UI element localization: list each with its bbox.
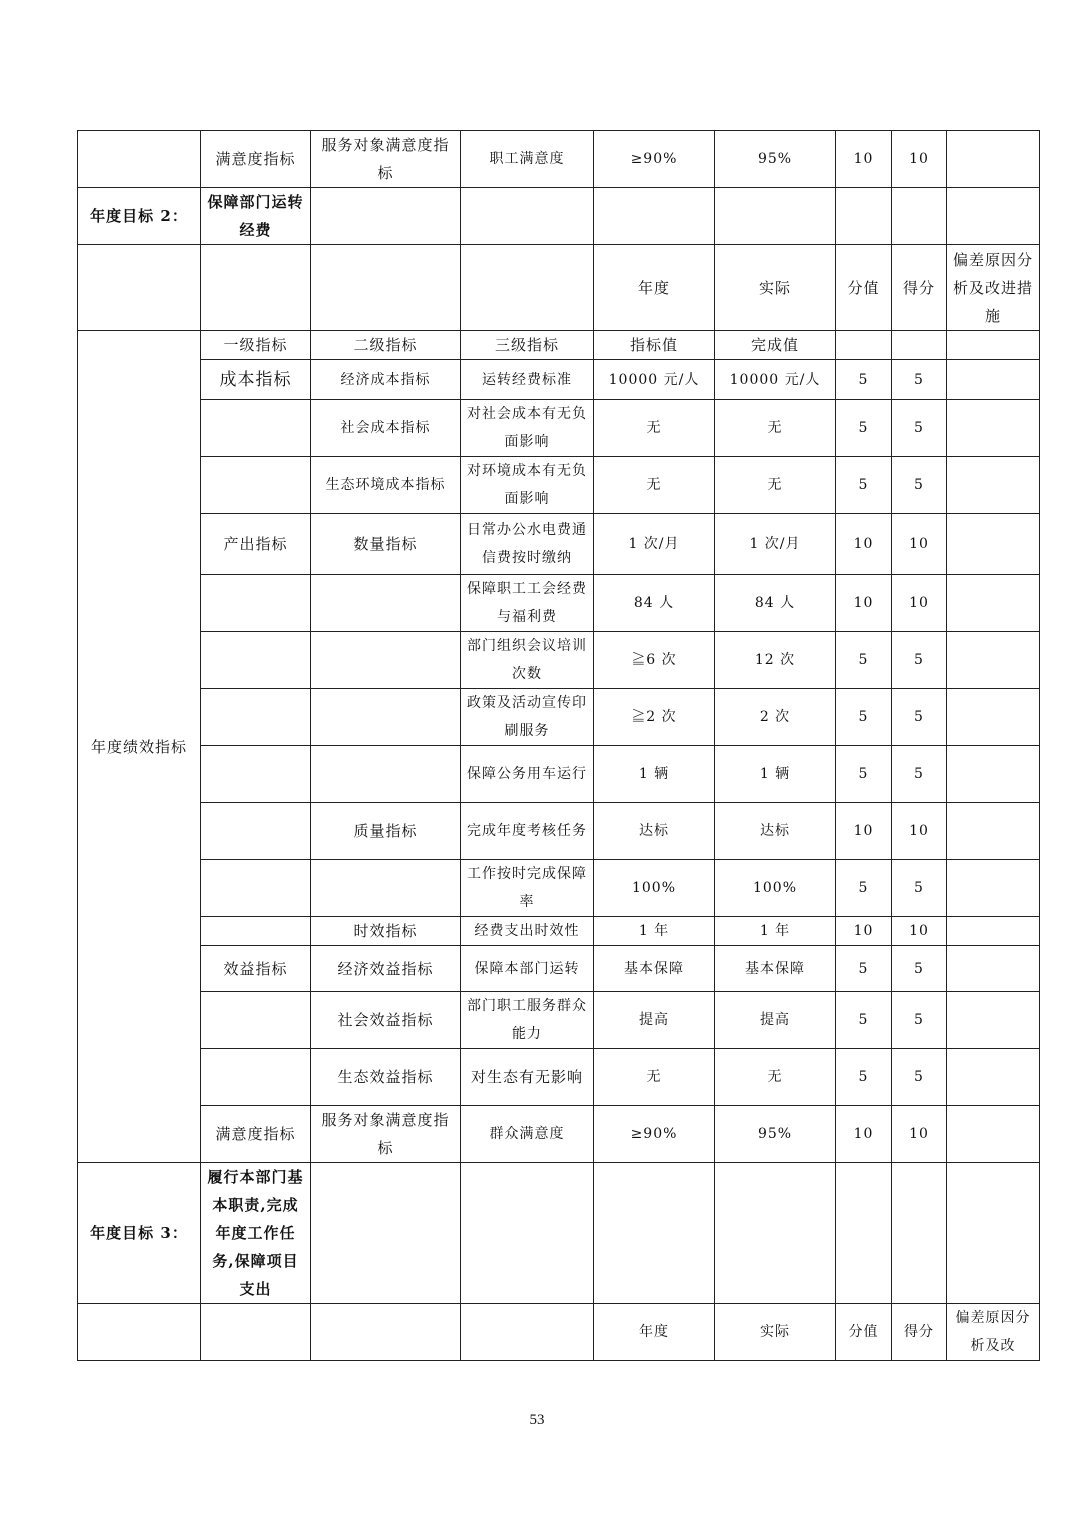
table-cell: 10 [836,131,892,188]
table-cell: 5 [836,400,892,457]
table-row [78,360,1040,400]
table-cell: 无 [715,400,836,457]
table-cell [947,575,1040,632]
table-cell: 10 [836,917,892,946]
table-cell: 完成年度考核任务 [461,803,594,860]
annual-performance-label: 年度绩效指标 [78,331,201,1163]
table-cell: 5 [892,689,947,746]
table-cell [201,400,311,457]
table-cell: 1 次/月 [715,514,836,575]
table-cell: 经济成本指标 [311,360,461,400]
table-cell [461,1163,594,1304]
table-cell [947,803,1040,860]
table-row [78,575,1040,632]
table-row [78,514,1040,575]
table-cell: 5 [836,1049,892,1106]
table-cell: 经济效益指标 [311,946,461,992]
table-cell: 100% [715,860,836,917]
table-row [78,1304,1040,1361]
table-cell: 5 [892,1049,947,1106]
table-cell [201,1304,311,1361]
table-cell [311,188,461,245]
table-cell: 84 人 [594,575,715,632]
table-cell: 成本指标 [201,360,311,400]
table-cell [201,689,311,746]
table-cell: 达标 [594,803,715,860]
table-cell: 10 [892,575,947,632]
table-cell: 10 [892,803,947,860]
table-cell [311,575,461,632]
header-cell: 偏差原因分析及改进措施 [947,245,1040,331]
table-cell [311,632,461,689]
table-cell: 95% [715,131,836,188]
table-cell: 达标 [715,803,836,860]
table-row [78,746,1040,803]
table-cell: 服务对象满意度指标 [311,131,461,188]
table-cell: 5 [892,746,947,803]
table-cell [311,1304,461,1361]
goal-label: 年度目标 3： [78,1163,201,1304]
table-cell: 10000 元/人 [715,360,836,400]
table-cell: 5 [836,457,892,514]
table-cell: 无 [594,457,715,514]
table-cell: 10 [892,1106,947,1163]
table-cell [947,1106,1040,1163]
table-row [78,632,1040,689]
table-cell [594,188,715,245]
table-cell [201,457,311,514]
table-cell: 运转经费标准 [461,360,594,400]
page-number: 53 [529,1412,545,1428]
table-row [78,803,1040,860]
table-cell: 对生态有无影响 [461,1049,594,1106]
table-cell [947,946,1040,992]
table-cell: 提高 [594,992,715,1049]
header-cell: 得分 [892,1304,947,1361]
table-cell: 5 [892,360,947,400]
table-cell: 社会效益指标 [311,992,461,1049]
table-cell [836,331,892,360]
table-cell [311,1163,461,1304]
table-cell: 质量指标 [311,803,461,860]
table-cell: 部门组织会议培训次数 [461,632,594,689]
header-cell: 得分 [892,245,947,331]
table-row [78,1106,1040,1163]
table-cell: 对社会成本有无负面影响 [461,400,594,457]
table-cell: 效益指标 [201,946,311,992]
header-cell: 指标值 [594,331,715,360]
table-row [78,992,1040,1049]
table-row [78,457,1040,514]
table-cell: 1 辆 [715,746,836,803]
table-cell: 生态环境成本指标 [311,457,461,514]
table-cell: 1 辆 [594,746,715,803]
table-cell: 职工满意度 [461,131,594,188]
table-cell: 5 [892,400,947,457]
table-cell: 5 [836,689,892,746]
table-cell: 84 人 [715,575,836,632]
table-cell: 经费支出时效性 [461,917,594,946]
table-cell [947,400,1040,457]
table-cell [201,860,311,917]
table-cell [947,632,1040,689]
table-cell [947,457,1040,514]
table-cell: 100% [594,860,715,917]
table-cell: 10000 元/人 [594,360,715,400]
table-cell [947,689,1040,746]
table-cell: 5 [892,946,947,992]
table-cell: 满意度指标 [201,1106,311,1163]
table-cell [311,860,461,917]
table-cell: 基本保障 [594,946,715,992]
table-cell [461,1304,594,1361]
table-cell [78,131,201,188]
table-cell: 5 [836,360,892,400]
table-cell: 日常办公水电费通信费按时缴纳 [461,514,594,575]
table-cell [201,803,311,860]
table-cell [78,1304,201,1361]
goal-description: 保障部门运转经费 [201,188,311,245]
header-cell: 二级指标 [311,331,461,360]
table-cell [594,1163,715,1304]
table-cell: 1 次/月 [594,514,715,575]
table-cell: 1 年 [594,917,715,946]
table-cell: 5 [892,992,947,1049]
table-cell: 保障本部门运转 [461,946,594,992]
table-cell: 10 [892,514,947,575]
table-cell [947,331,1040,360]
goal-description: 履行本部门基本职责,完成年度工作任务,保障项目支出 [201,1163,311,1304]
table-cell: 5 [836,746,892,803]
table-cell: 5 [892,860,947,917]
table-cell [892,1163,947,1304]
table-cell [947,131,1040,188]
table-cell: 政策及活动宣传印刷服务 [461,689,594,746]
table-cell: 保障公务用车运行 [461,746,594,803]
table-row [78,917,1040,946]
table-cell [311,689,461,746]
table-cell: 对环境成本有无负面影响 [461,457,594,514]
table-cell [78,245,201,331]
table-cell: 2 次 [715,689,836,746]
table-cell [461,188,594,245]
table-cell [201,746,311,803]
table-cell: 生态效益指标 [311,1049,461,1106]
table-cell: 无 [594,1049,715,1106]
table-cell: 无 [715,457,836,514]
header-cell: 实际 [715,245,836,331]
table-cell: 10 [836,514,892,575]
table-row [78,689,1040,746]
table-row [78,131,1040,188]
table-cell: ≥90% [594,131,715,188]
performance-indicator-table [77,130,1040,1361]
table-cell: 10 [892,131,947,188]
table-cell: 社会成本指标 [311,400,461,457]
table-cell [201,632,311,689]
table-row [78,400,1040,457]
goal-label: 年度目标 2： [78,188,201,245]
table-cell [201,575,311,632]
table-cell: 提高 [715,992,836,1049]
header-cell: 完成值 [715,331,836,360]
table-cell [892,331,947,360]
table-cell: 5 [836,860,892,917]
table-cell: 10 [836,1106,892,1163]
table-row [78,946,1040,992]
table-cell [947,1163,1040,1304]
table-cell: 基本保障 [715,946,836,992]
table-row [78,331,1040,360]
table-cell [947,514,1040,575]
table-cell: 5 [836,992,892,1049]
table-row [78,188,1040,245]
table-row [78,860,1040,917]
header-cell: 偏差原因分析及改 [947,1304,1040,1361]
table-cell: 产出指标 [201,514,311,575]
table-cell [947,360,1040,400]
table-cell [947,188,1040,245]
table-cell: 时效指标 [311,917,461,946]
table-cell [836,1163,892,1304]
table-cell: 10 [836,803,892,860]
table-cell [715,1163,836,1304]
table-cell: 服务对象满意度指标 [311,1106,461,1163]
table-cell: 1 年 [715,917,836,946]
table-cell: 95% [715,1106,836,1163]
table-cell: 10 [836,575,892,632]
table-cell: 无 [594,400,715,457]
table-cell [947,860,1040,917]
table-cell: 5 [892,457,947,514]
table-cell: 5 [836,632,892,689]
table-cell [947,746,1040,803]
table-cell [201,917,311,946]
table-row [78,245,1040,331]
table-cell: 5 [836,946,892,992]
table-cell [892,188,947,245]
table-cell [947,917,1040,946]
table-row [78,1163,1040,1304]
table-cell [201,992,311,1049]
table-cell: 部门职工服务群众能力 [461,992,594,1049]
table-cell [201,245,311,331]
header-cell: 年度 [594,245,715,331]
header-cell: 实际 [715,1304,836,1361]
table-cell [947,1049,1040,1106]
table-cell [715,188,836,245]
header-cell: 分值 [836,1304,892,1361]
table-cell: 数量指标 [311,514,461,575]
table-cell: 10 [892,917,947,946]
table-cell [201,1049,311,1106]
header-cell: 一级指标 [201,331,311,360]
table-cell [836,188,892,245]
header-cell: 分值 [836,245,892,331]
table-cell [311,245,461,331]
table-cell: ≧2 次 [594,689,715,746]
table-cell: ≥90% [594,1106,715,1163]
table-cell: 12 次 [715,632,836,689]
table-cell [947,992,1040,1049]
table-cell: 5 [892,632,947,689]
table-cell: 工作按时完成保障率 [461,860,594,917]
table-cell: 满意度指标 [201,131,311,188]
table-cell [461,245,594,331]
table-cell: 无 [715,1049,836,1106]
table-cell [311,746,461,803]
table-cell: 保障职工工会经费与福利费 [461,575,594,632]
table-cell: 群众满意度 [461,1106,594,1163]
header-cell: 三级指标 [461,331,594,360]
table-row [78,1049,1040,1106]
header-cell: 年度 [594,1304,715,1361]
table-cell: ≧6 次 [594,632,715,689]
